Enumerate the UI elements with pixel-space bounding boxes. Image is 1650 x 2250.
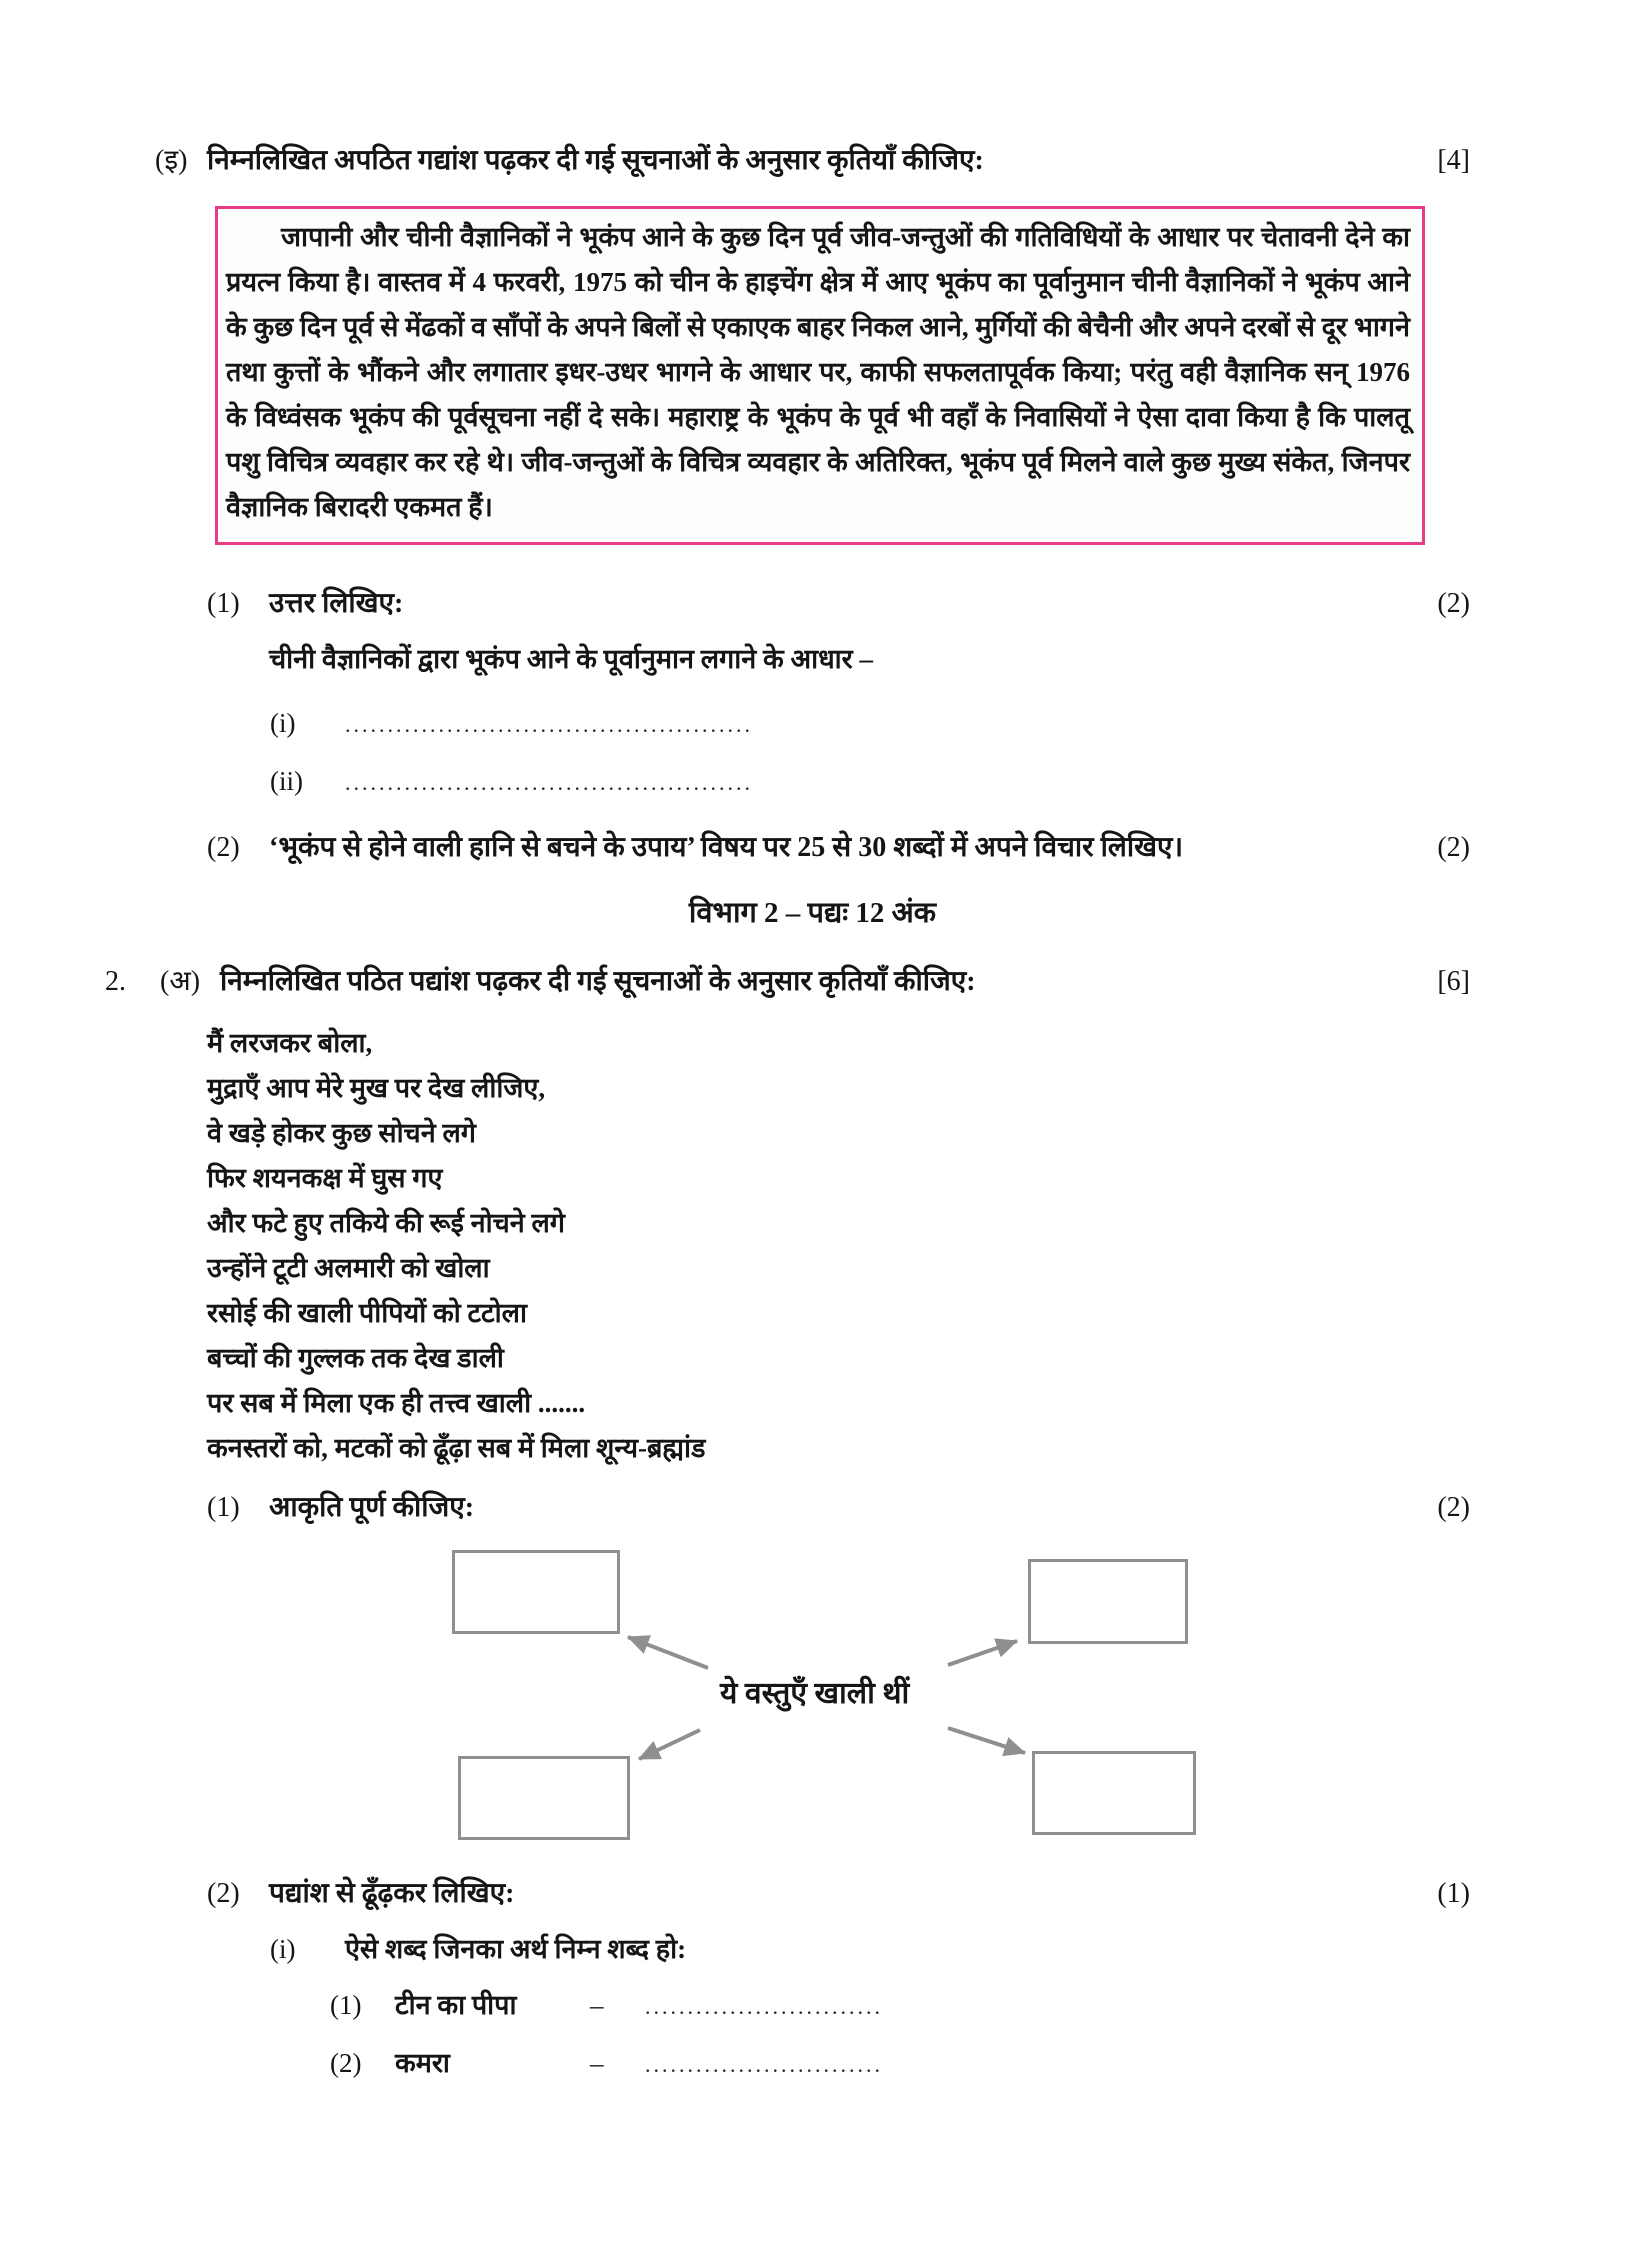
passage-text: जापानी और चीनी वैज्ञानिकों ने भूकंप आने के कुछ दिन पूर्व जीव-जन्तुओं की गतिविधियों के आधार पर चेतावनी देने का प्रयत्न किया है। वास्तव में 4 फरवरी, 1975 को चीन के हाइचेंग क्षेत्र में आए भूकंप का पूर्वानुमान चीनी वैज्ञानिकों ने भूकंप आने के कुछ दिन पूर्व से मेंढकों व साँपों के अपने बिलों से एकाएक बाहर निकल आने, मुर्गियों की बेचैनी और अपने दरबों से दूर भागने तथा कुत्तों के भौंकने और लगातार इधर-उधर भागने के आधार पर, काफी सफलतापूर्वक किया; परंतु वही वैज्ञानिक सन् 1976 के विध्वंसक भूकंप की पूर्वसूचना नहीं दे सके। महाराष्ट्र के भूकंप के पूर्व भी वहाँ के निवासियों ने ऐसा दावा किया है कि पालतू पशु विचित्र व्यवहार कर रहे थे। जीव-जन्तुओं के विचित्र व्यवहार के अतिरिक्त, भूकंप पूर्व मिलने वाले कुछ मुख्य संकेत, जिनपर वैज्ञानिक बिरादरी एकमत हैं।: [226, 222, 1410, 522]
find-words-sub-row: [270, 1929, 1470, 1969]
diagram-question-label: (1): [207, 1492, 240, 1523]
poem-line: पर सब में मिला एक ही तत्त्व खाली .......: [207, 1388, 586, 1418]
word-1-label: (1): [330, 1990, 362, 2020]
question-e-row: [155, 140, 1470, 182]
find-words-marks: (1): [1437, 1878, 1470, 1909]
diagram-question-row: [207, 1487, 1470, 1529]
diagram-question-marks: (2): [1437, 1492, 1470, 1523]
poem-line: और फटे हुए तकिये की रूई नोचने लगे: [207, 1208, 565, 1238]
poem-line: रसोई की खाली पीपियों को टटोला: [207, 1298, 527, 1328]
poem-extract: [207, 1021, 1470, 1471]
subquestion-1-prompt: चीनी वैज्ञानिकों द्वारा भूकंप आने के पूर्वानुमान लगाने के आधार –: [269, 644, 873, 674]
arrow-to-bottom-right-icon: [948, 1728, 1025, 1753]
answer-box-top-right: [1028, 1559, 1188, 1644]
find-words-text: पद्यांश से ढूँढ़कर लिखिए:: [269, 1878, 515, 1909]
answer-line-i: [270, 703, 1470, 745]
section-2-heading: विभाग 2 – पद्यः 12 अंक: [688, 897, 937, 929]
question-e-label: (इ): [155, 145, 188, 176]
subquestion-2-text: ‘भूकंप से होने वाली हानि से बचने के उपाय’ विषय पर 25 से 30 शब्दों में अपने विचार लिखिए।: [269, 832, 1184, 863]
answer-line-ii-dots: ................................................: [345, 770, 753, 795]
poem-line: उन्होंने टूटी अलमारी को खोला: [207, 1253, 490, 1283]
arrow-to-bottom-left-icon: [639, 1730, 700, 1759]
word-2-dots: ............................: [645, 2052, 883, 2077]
find-words-question-row: [207, 1873, 1470, 1915]
arrow-to-top-left-icon: [628, 1637, 708, 1668]
word-1-dash: –: [590, 1990, 604, 2020]
poem-line: मुद्राएँ आप मेरे मुख पर देख लीजिए,: [207, 1073, 546, 1103]
answer-line-ii: [270, 761, 1470, 803]
completion-diagram: [155, 1545, 1470, 1845]
answer-box-bottom-left: [458, 1756, 630, 1840]
answer-line-i-dots: ................................................: [345, 712, 753, 737]
subquestion-1-row: [207, 583, 1470, 625]
answer-line-i-label: (i): [270, 708, 296, 738]
word-1-text: टीन का पीपा: [395, 1990, 517, 2020]
poem-line: वे खड़े होकर कुछ सोचने लगे: [207, 1118, 476, 1148]
subquestion-2-row: [207, 827, 1470, 869]
question-2a-marks: [6]: [1437, 966, 1470, 997]
answer-box-bottom-right: [1032, 1751, 1196, 1835]
word-meaning-row-1: [330, 1985, 1470, 2027]
find-words-sub-text: ऐसे शब्द जिनका अर्थ निम्न शब्द हो:: [345, 1934, 687, 1964]
find-words-label: (2): [207, 1878, 240, 1909]
subquestion-1-text: उत्तर लिखिए:: [269, 588, 404, 619]
word-1-dots: ............................: [645, 1994, 883, 2019]
subquestion-2-label: (2): [207, 832, 240, 863]
subquestion-1-marks: (2): [1437, 588, 1470, 619]
word-2-label: (2): [330, 2048, 362, 2078]
question-2a-row: [105, 961, 1470, 1003]
passage-box: [215, 206, 1425, 545]
word-2-text: कमरा: [395, 2048, 450, 2078]
question-2a-label: (अ): [160, 966, 201, 997]
question-e-text: निम्नलिखित अपठित गद्यांश पढ़कर दी गई सूचनाओं के अनुसार कृतियाँ कीजिए:: [207, 145, 984, 176]
poem-line: कनस्तरों को, मटकों को ढूँढ़ा सब में मिला शून्य-ब्रह्मांड: [207, 1433, 706, 1463]
arrow-to-top-right-icon: [948, 1641, 1017, 1665]
poem-line: मैं लरजकर बोला,: [207, 1028, 373, 1058]
poem-line: बच्चों की गुल्लक तक देख डाली: [207, 1343, 504, 1373]
word-meaning-row-2: [330, 2043, 1470, 2085]
answer-box-top-left: [452, 1550, 620, 1634]
diagram-question-text: आकृति पूर्ण कीजिए:: [269, 1492, 475, 1523]
diagram-center-label: ये वस्तुएँ खाली थीं: [720, 1677, 910, 1710]
find-words-sub-label: (i): [270, 1934, 296, 1964]
subquestion-2-marks: (2): [1437, 832, 1470, 863]
subquestion-1-label: (1): [207, 588, 240, 619]
question-2-number: 2.: [105, 966, 126, 997]
question-2a-text: निम्नलिखित पठित पद्यांश पढ़कर दी गई सूचनाओं के अनुसार कृतियाँ कीजिए:: [220, 966, 976, 997]
poem-line: फिर शयनकक्ष में घुस गए: [207, 1163, 443, 1193]
question-e-marks: [4]: [1437, 145, 1470, 176]
word-2-dash: –: [590, 2048, 604, 2078]
answer-line-ii-label: (ii): [270, 766, 303, 796]
